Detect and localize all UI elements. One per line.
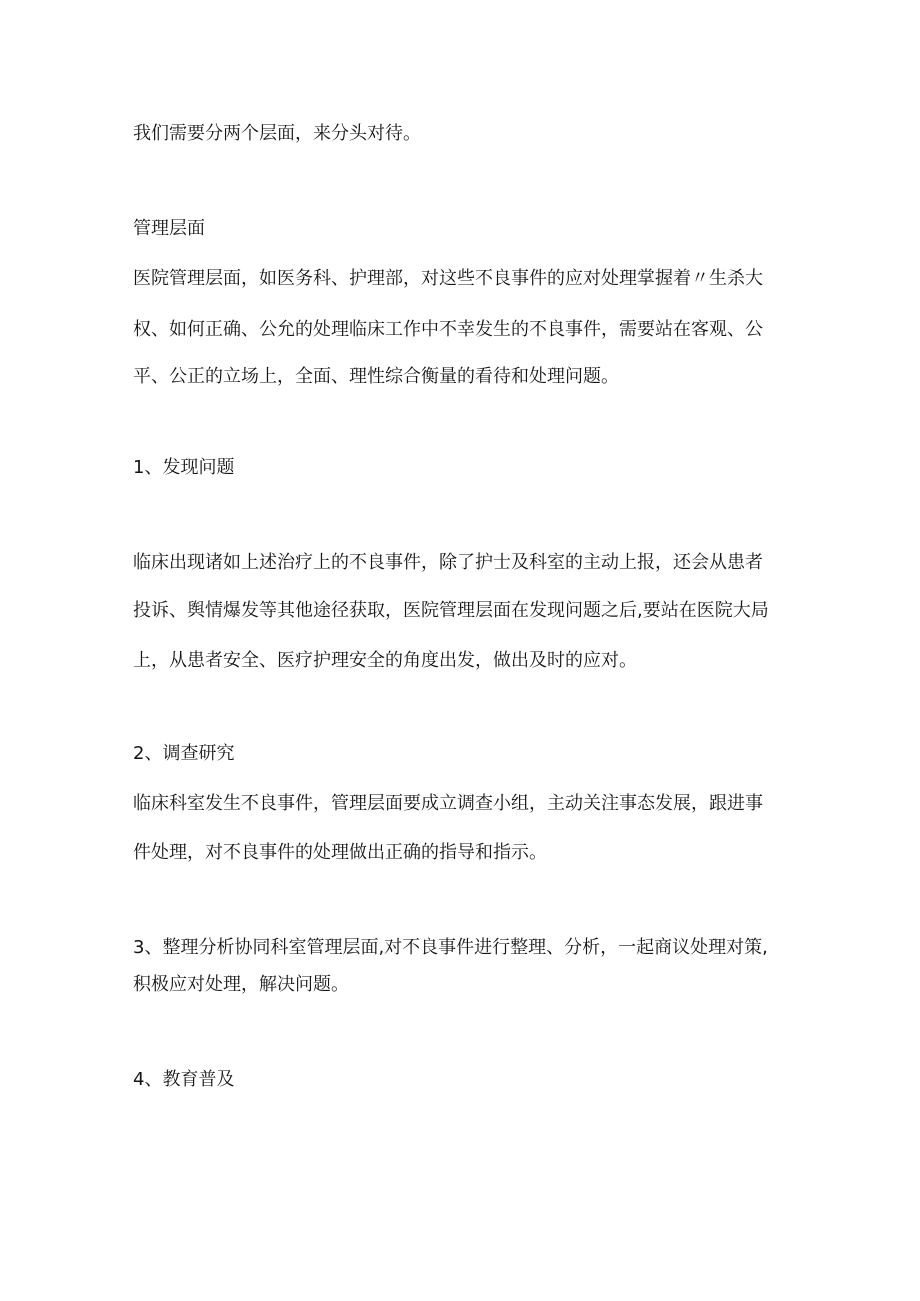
paragraph-line: 平、公正的立场上，全面、理性综合衡量的看待和处理问题。 bbox=[133, 366, 619, 387]
paragraph-line: 权、如何正确、公允的处理临床工作中不幸发生的不良事件，需要站在客观、公 bbox=[133, 319, 763, 340]
heading-find-problem: 1、发现问题 bbox=[133, 457, 235, 478]
paragraph-line: 积极应对处理，解决问题。 bbox=[133, 974, 349, 995]
paragraph-line: 临床科室发生不良事件，管理层面要成立调查小组，主动关注事态发展，跟进事 bbox=[133, 793, 763, 814]
heading-investigation: 2、调查研究 bbox=[133, 743, 235, 764]
paragraph-line: 医院管理层面，如医务科、护理部，对这些不良事件的应对处理掌握着〃生杀大 bbox=[133, 268, 763, 289]
paragraph-line: 临床出现诸如上述治疗上的不良事件，除了护士及科室的主动上报，还会从患者 bbox=[133, 552, 763, 573]
heading-analysis-paragraph: 3、整理分析协同科室管理层面,对不良事件进行整理、分析，一起商议处理对策, bbox=[133, 937, 768, 958]
paragraph-line: 件处理，对不良事件的处理做出正确的指导和指示。 bbox=[133, 842, 547, 863]
intro-line: 我们需要分两个层面，来分头对待。 bbox=[133, 123, 421, 144]
heading-education: 4、教育普及 bbox=[133, 1069, 235, 1090]
paragraph-line: 上，从患者安全、医疗护理安全的角度出发，做出及时的应对。 bbox=[133, 650, 637, 671]
paragraph-line: 投诉、舆情爆发等其他途径获取，医院管理层面在发现问题之后,要站在医院大局 bbox=[133, 600, 769, 621]
section-heading-management: 管理层面 bbox=[133, 218, 205, 239]
